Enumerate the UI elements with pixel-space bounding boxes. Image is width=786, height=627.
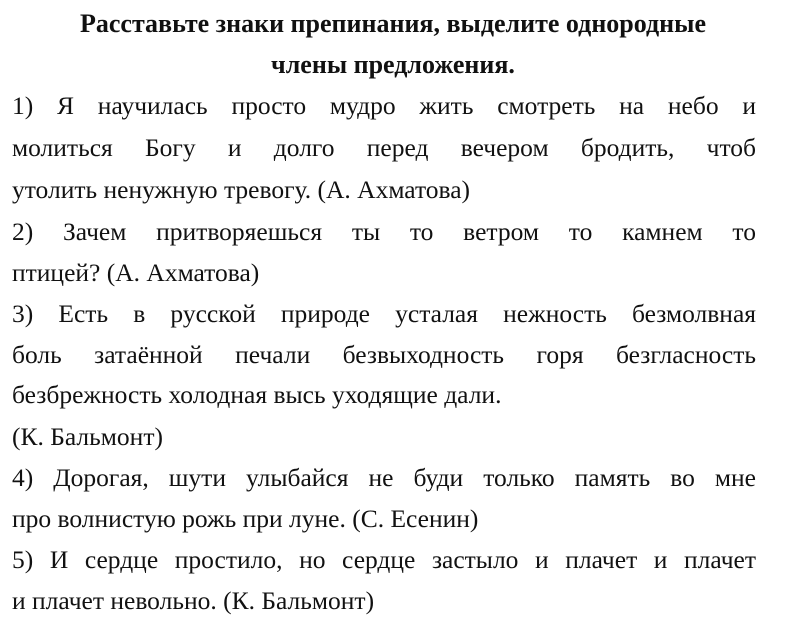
item-5-line-1: 5) И сердце простило, но сердце застыло и плачет и плачет <box>12 545 756 574</box>
item-2-line-2: птицей? (А. Ахматова) <box>12 258 260 287</box>
item-5-line-2: и плачет невольно. (К. Бальмонт) <box>12 586 375 615</box>
item-3-line-4: (К. Бальмонт) <box>12 422 163 451</box>
task-title-line-1: Расставьте знаки препинания, выделите однородные <box>80 9 706 38</box>
item-1-line-3: утолить ненужную тревогу. (А. Ахматова) <box>12 175 471 204</box>
item-3-line-1: 3) Есть в русской природе усталая нежность безмолвная <box>12 299 756 328</box>
task-title-line-2: члены предложения. <box>271 50 515 79</box>
item-4-line-2: про волнистую рожь при луне. (С. Есенин) <box>12 504 479 533</box>
item-1-line-2: молиться Богу и долго перед вечером бродить, чтоб <box>12 133 756 162</box>
item-3-line-3: безбрежность холодная высь уходящие дали. <box>12 380 502 409</box>
item-1-line-1: 1) Я научилась просто мудро жить смотреть на небо и <box>12 91 756 120</box>
item-2-line-1: 2) Зачем притворяешься ты то ветром то камнем то <box>12 217 756 246</box>
item-3-line-2: боль затаённой печали безвыходность горя безгласность <box>12 340 756 369</box>
item-4-line-1: 4) Дорогая, шути улыбайся не буди только память во мне <box>12 463 756 492</box>
